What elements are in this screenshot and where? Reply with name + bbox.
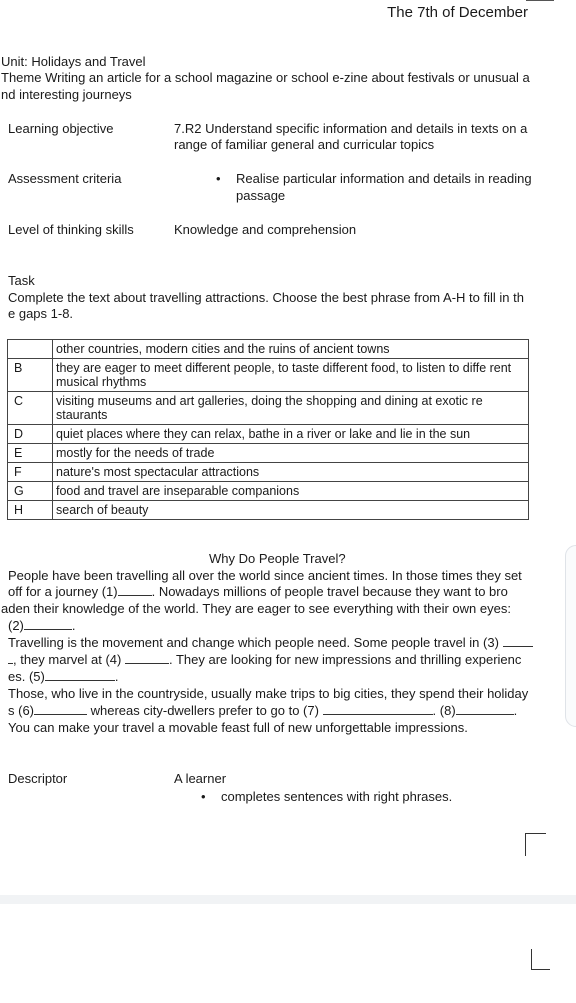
task-instructions-1: Complete the text about travelling attractions. Choose the best phrase from A-H to fill in th [8, 290, 524, 305]
passage-text: Travelling is the movement and change which people need. Some people travel in (3) [8, 635, 503, 650]
option-letter: H [8, 501, 53, 520]
option-letter: B [8, 359, 53, 392]
crop-mark-bottom [531, 949, 550, 970]
gap-5 [45, 680, 115, 681]
passage-title: Why Do People Travel? [209, 551, 346, 566]
option-text: search of beauty [53, 501, 529, 520]
passage-line: aden their knowledge of the world. They are eager to see everything with their own eyes: [1, 601, 511, 616]
learning-objective-line1: 7.R2 Understand specific information and details in texts on a [174, 121, 528, 136]
gap-1 [118, 595, 152, 596]
passage-text: (2) [8, 618, 24, 633]
theme-line-2: nd interesting journeys [1, 87, 132, 102]
passage-line [8, 669, 118, 685]
option-text: quiet places where they can relax, bathe in a river or lake and lie in the sun [53, 425, 529, 444]
table-row [8, 359, 529, 392]
descriptor-who: A learner [174, 771, 227, 786]
descriptor-label: Descriptor [8, 771, 68, 786]
passage-line: People have been travelling all over the world since ancient times. In those times they set [8, 568, 522, 583]
table-row [8, 425, 529, 444]
date: The 7th of December [387, 4, 528, 21]
passage-line [8, 635, 533, 651]
gap-2 [24, 629, 72, 630]
passage-text: . Nowadays millions of people travel because they want to bro [151, 584, 508, 599]
gap-7 [323, 714, 433, 715]
task-instructions-2: e gaps 1-8. [8, 306, 74, 321]
assessment-criteria-line1: • Realise particular information and details in reading [236, 171, 532, 187]
gap-8 [456, 714, 514, 715]
task-label: Task [8, 273, 35, 288]
passage-line: You can make your travel a movable feast full of new unforgettable impressions. [8, 720, 468, 735]
passage-text: . [114, 669, 119, 684]
option-letter: D [8, 425, 53, 444]
passage-text: es. (5) [8, 669, 45, 684]
passage-line: Those, who live in the countryside, usually make trips to big cities, they spend their holiday [8, 686, 529, 701]
assessment-criteria-line2: passage [236, 188, 286, 203]
passage-text: whereas city-dwellers prefer to go to (7) [87, 703, 323, 718]
options-table [7, 339, 529, 520]
option-text: food and travel are inseparable companions [53, 482, 529, 501]
option-letter: F [8, 463, 53, 482]
passage-line [8, 618, 76, 634]
passage-text: s (6) [8, 703, 34, 718]
table-row [8, 444, 529, 463]
gap-4 [125, 663, 169, 664]
option-text: other countries, modern cities and the ruins of ancient towns [53, 340, 529, 359]
passage-line [8, 652, 521, 668]
table-row [8, 463, 529, 482]
learning-objective-label: Learning objective [8, 121, 114, 136]
gap-6 [34, 714, 87, 715]
passage-text: . (8) [432, 703, 456, 718]
passage-text: , they marvel at (4) [13, 652, 125, 667]
passage-line [8, 703, 517, 719]
theme-line [1, 70, 530, 86]
option-text: they are eager to meet different people, to taste different food, to listen to diffe rent musical rhythms [53, 359, 529, 392]
gap-3 [503, 646, 533, 647]
unit-title: Unit: Holidays and Travel [1, 54, 146, 69]
crop-mark-top [525, 833, 546, 856]
option-letter [8, 340, 53, 359]
passage-text: . They are looking for new impressions and thrilling experienc [168, 652, 522, 667]
option-text: visiting museums and art galleries, doing the shopping and dining at exotic re staurants [53, 392, 529, 425]
scroll-edge [565, 545, 576, 727]
option-text: nature's most spectacular attractions [53, 463, 529, 482]
passage-text: . [71, 618, 76, 633]
passage-text: off for a journey (1) [8, 584, 118, 599]
learning-objective-line2: range of familiar general and curricular topics [174, 137, 435, 152]
option-letter: G [8, 482, 53, 501]
passage-line [8, 584, 508, 600]
descriptor-item: • completes sentences with right phrases. [221, 789, 452, 805]
option-letter: C [8, 392, 53, 425]
header-rule [526, 0, 554, 1]
option-letter: E [8, 444, 53, 463]
table-row [8, 392, 529, 425]
assessment-criteria-label: Assessment criteria [8, 171, 122, 186]
table-row [8, 340, 529, 359]
passage-text: . [513, 703, 518, 718]
table-row [8, 482, 529, 501]
thinking-skills-label: Level of thinking skills [8, 222, 134, 237]
page-separator [0, 895, 576, 904]
thinking-skills-value: Knowledge and comprehension [174, 222, 357, 237]
theme-label: Theme [1, 70, 42, 85]
option-text: mostly for the needs of trade [53, 444, 529, 463]
table-row [8, 501, 529, 520]
theme-text: Writing an article for a school magazine or school e-zine about festivals or unusual a [41, 70, 530, 85]
